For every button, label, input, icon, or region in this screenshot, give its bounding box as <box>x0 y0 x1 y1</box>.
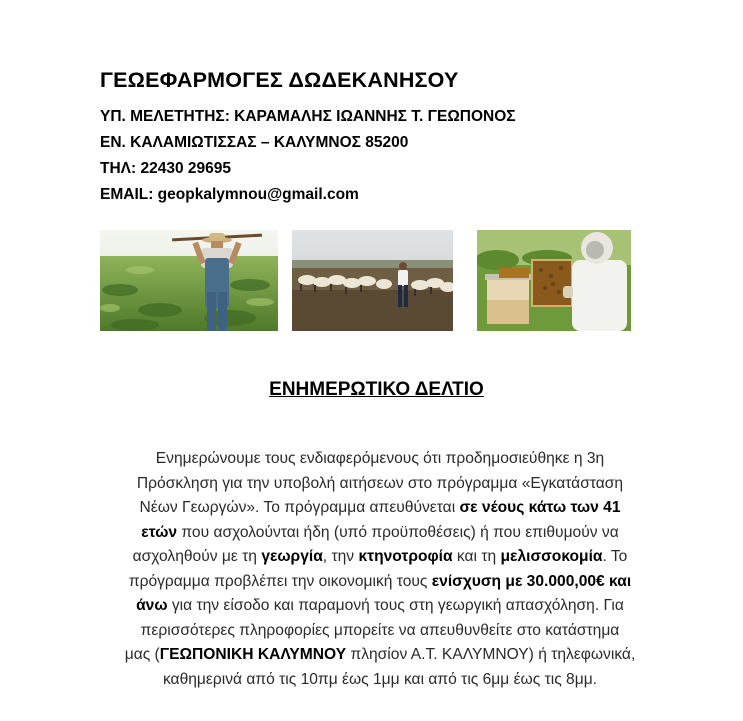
body-line: Πρόσκληση για την υποβολή αιτήσεων στο πρόγραμμα «Εγκατάσταση <box>136 474 624 492</box>
body-line: μας (ΓΕΩΠΟΝΙΚΗ ΚΑΛΥΜΝΟΥ πλησίον Α.Τ. ΚΑΛΥΜΝΟΥ) ή τηλεφωνικά, <box>124 646 636 663</box>
body-line: καθημερινά από τις 10πμ έως 1μμ και από τις 6μμ έως τις 8μμ. <box>162 670 598 688</box>
company-name: ΓΕΩΕΦΑΡΜΟΓΕΣ ΔΩΔΕΚΑΝΗΣΟΥ <box>100 68 459 92</box>
phone-line: ΤΗΛ: 22430 29695 <box>100 160 231 177</box>
body-line: ετών που ασχολούνται ήδη (υπό προϋποθέσεις) ή που επιθυμούν να <box>141 523 619 541</box>
letterhead <box>100 66 700 208</box>
beekeeper-photo <box>477 230 631 331</box>
body-line: ασχοληθούν με τη γεωργία, την κτηνοτροφία και τη μελισσοκομία. Το <box>132 548 628 565</box>
body-line: περισσότερες πληροφορίες μπορείτε να απευθυνθείτε στο κατάστημα <box>140 621 620 639</box>
email-line: EMAIL: geopkalymnou@gmail.com <box>100 186 359 203</box>
engineer-line: ΥΠ. ΜΕΛΕΤΗΤΗΣ: ΚΑΡΑΜΑΛΗΣ ΙΩΑΝΝΗΣ Τ. ΓΕΩΠΟΝΟΣ <box>100 108 516 125</box>
farmer-photo <box>100 230 278 331</box>
body-line: άνω για την είσοδο και παραμονή τους στη γεωργική απασχόληση. Για <box>136 597 624 614</box>
body-line: πρόγραμμα προβλέπει την οικονομική τους ενίσχυση με 30.000,00€ και <box>128 572 632 590</box>
document-title: ΕΝΗΜΕΡΩΤΙΚΟ ΔΕΛΤΙΟ <box>269 379 484 400</box>
body-line: Ενημερώνουμε τους ενδιαφερόμενους ότι προδημοσιεύθηκε η 3η <box>155 450 605 467</box>
body-line: Νέων Γεωργών». Το πρόγραμμα απευθύνεται σε νέους κάτω των 41 <box>139 499 621 516</box>
announcement-text <box>100 447 660 692</box>
shepherd-photo <box>292 230 453 331</box>
address-line: ΕΝ. ΚΑΛΑΜΙΩΤΙΣΣΑΣ – ΚΑΛΥΜΝΟΣ 85200 <box>100 134 409 151</box>
